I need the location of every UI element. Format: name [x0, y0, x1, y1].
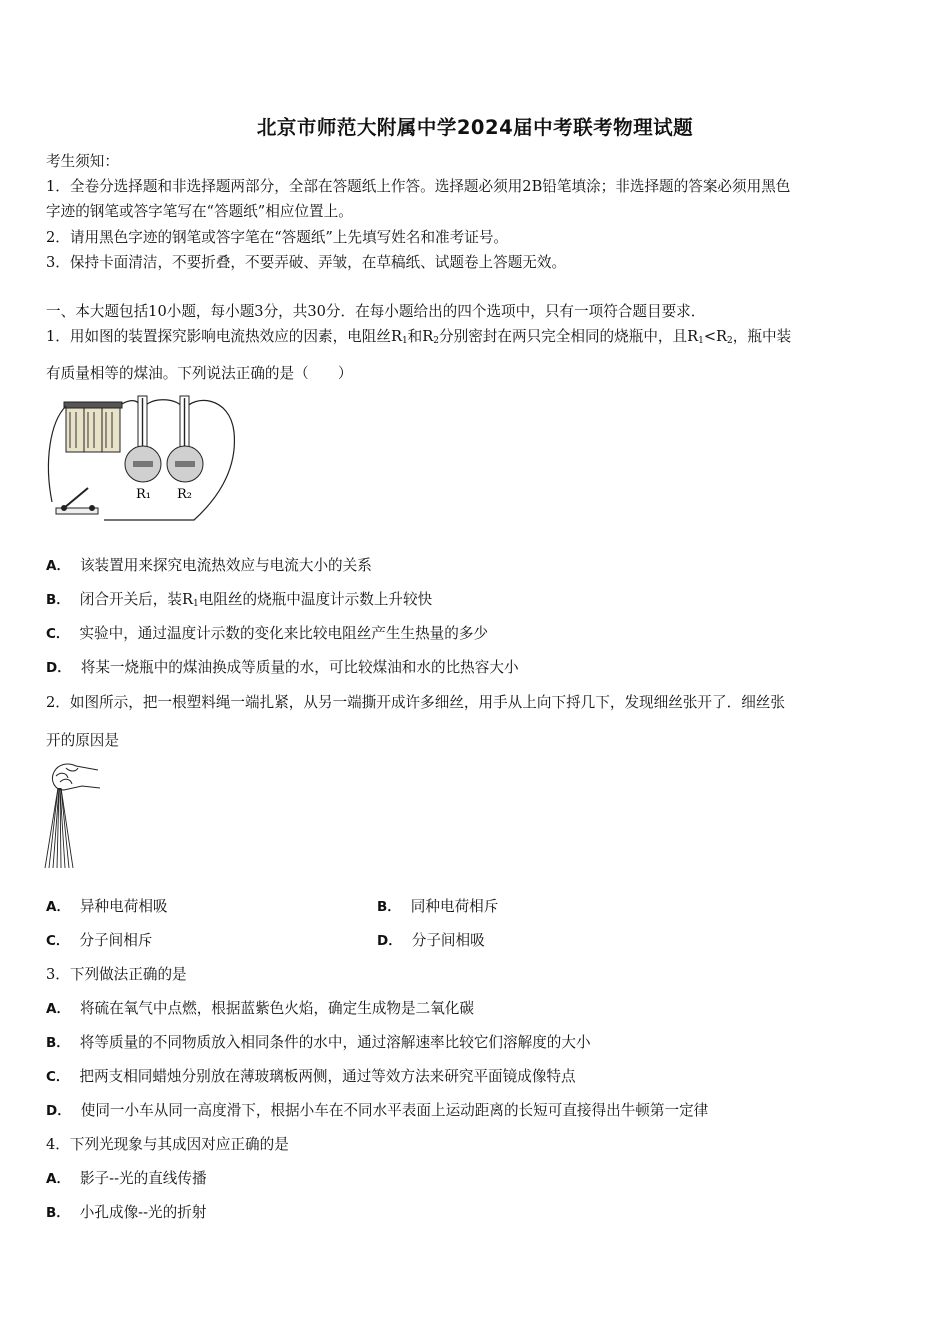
- q2-option-b[interactable]: [377, 897, 498, 917]
- option-text: 分子间相吸: [411, 932, 485, 949]
- option-label: D．: [377, 933, 402, 949]
- option-label: B．: [377, 899, 401, 915]
- option-text: 异种电荷相吸: [79, 898, 168, 915]
- option-text: 使同一小车从同一高度滑下，根据小车在不同水平表面上运动距离的长短可直接得出牛顿第一定律: [80, 1102, 709, 1119]
- q2-option-c[interactable]: [46, 931, 152, 951]
- option-text: 该装置用来探究电流热效应与电流大小的关系: [79, 557, 372, 574]
- r1-label: R₁: [136, 487, 151, 502]
- notice-heading: 考生须知：: [46, 153, 119, 170]
- q2-stem: 2．如图所示，把一根塑料绳一端扎紧，从另一端撕开成许多细丝，用手从上向下捋几下，发现细丝张开了．细丝张: [46, 694, 785, 711]
- q2-option-a[interactable]: [46, 897, 168, 917]
- option-text: 实验中，通过温度计示数的变化来比较电阻丝产生生热量的多少: [79, 625, 489, 642]
- q1-option-b[interactable]: [46, 590, 432, 614]
- option-text: 将某一烧瓶中的煤油换成等质量的水，可比较煤油和水的比热容大小: [80, 659, 519, 676]
- option-label: D．: [46, 1103, 71, 1119]
- notice-item: 3．保持卡面清洁，不要折叠，不要弄破、弄皱，在草稿纸、试题卷上答题无效。: [46, 254, 567, 271]
- option-label: A．: [46, 1001, 70, 1017]
- q4-option-a[interactable]: [46, 1169, 207, 1189]
- r2-label: R₂: [177, 487, 192, 502]
- q1-option-a[interactable]: [46, 556, 372, 576]
- q2-option-d[interactable]: [377, 931, 485, 951]
- q1-stem-part: 和R: [407, 328, 434, 345]
- q1-stem-part: ，瓶中装: [732, 328, 792, 345]
- hand-strings-figure: [42, 760, 104, 872]
- option-text: 将硫在氧气中点燃，根据蓝紫色火焰，确定生成物是二氧化碳: [79, 1000, 474, 1017]
- subscript: 1: [192, 599, 199, 609]
- q1-stem-part: <R: [703, 328, 728, 345]
- section-heading: 一、本大题包括10小题，每小题3分，共30分．在每小题给出的四个选项中，只有一项符合题目要求．: [46, 303, 706, 320]
- q1-stem-part: 分别密封在两只完全相同的烧瓶中，且R: [439, 328, 699, 345]
- option-label: B．: [46, 592, 70, 608]
- notice-item: 2．请用黑色字迹的钢笔或答字笔在“答题纸”上先填写姓名和准考证号。: [46, 229, 509, 246]
- q4-option-b[interactable]: [46, 1203, 206, 1223]
- hand-icon: [52, 764, 100, 790]
- option-label: B．: [46, 1205, 70, 1221]
- option-label: A．: [46, 899, 70, 915]
- option-label: C．: [46, 626, 70, 642]
- q3-option-b[interactable]: [46, 1033, 591, 1053]
- option-label: A．: [46, 558, 70, 574]
- option-text: 将等质量的不同物质放入相同条件的水中，通过溶解速率比较它们溶解度的大小: [79, 1034, 591, 1051]
- q3-option-d[interactable]: [46, 1101, 708, 1121]
- option-text: 同种电荷相斥: [410, 898, 499, 915]
- q1-option-c[interactable]: [46, 624, 488, 644]
- option-label: B．: [46, 1035, 70, 1051]
- subscript: 1: [698, 336, 704, 346]
- switch-icon: [56, 488, 98, 514]
- option-text: 电阻丝的烧瓶中温度计示数上升较快: [198, 591, 433, 608]
- subscript: 2: [433, 336, 439, 346]
- option-label: D．: [46, 660, 71, 676]
- circuit-figure: [44, 392, 240, 528]
- option-text: 影子--光的直线传播: [79, 1170, 207, 1187]
- notice-item: 字迹的钢笔或答字笔写在“答题纸”相应位置上。: [46, 203, 353, 220]
- q3-option-c[interactable]: [46, 1067, 576, 1087]
- option-text: 把两支相同蜡烛分别放在薄玻璃板两侧，通过等效方法来研究平面镜成像特点: [79, 1068, 576, 1085]
- flask-r1: [125, 396, 161, 482]
- option-label: C．: [46, 1069, 70, 1085]
- subscript: 1: [401, 336, 408, 346]
- q4-stem: 4．下列光现象与其成因对应正确的是: [46, 1136, 289, 1153]
- page-title: 北京市师范大附属中学2024届中考联考物理试题: [256, 116, 694, 139]
- q1-stem-part: 1．用如图的装置探究影响电流热效应的因素，电阻丝R: [46, 328, 402, 345]
- option-text: 闭合开关后，装R: [79, 591, 193, 608]
- option-text: 分子间相斥: [79, 932, 153, 949]
- option-label: A．: [46, 1171, 70, 1187]
- flask-r2: [167, 396, 203, 482]
- strings-icon: [45, 788, 73, 868]
- notice-item: 1．全卷分选择题和非选择题两部分，全部在答题纸上作答。选择题必须用2B铅笔填涂；非选择题的答案必须用黑色: [46, 178, 791, 195]
- subscript: 2: [727, 336, 733, 346]
- q1-option-d[interactable]: [46, 658, 519, 678]
- option-text: 小孔成像--光的折射: [79, 1204, 207, 1221]
- q2-stem-line2: 开的原因是: [46, 732, 119, 749]
- option-label: C．: [46, 933, 70, 949]
- battery-icon: [64, 402, 122, 452]
- q3-option-a[interactable]: [46, 999, 474, 1019]
- q1-stem: [46, 327, 791, 351]
- q1-stem-line2: 有质量相等的煤油。下列说法正确的是（ ）: [46, 365, 353, 382]
- q3-stem: 3．下列做法正确的是: [46, 966, 187, 983]
